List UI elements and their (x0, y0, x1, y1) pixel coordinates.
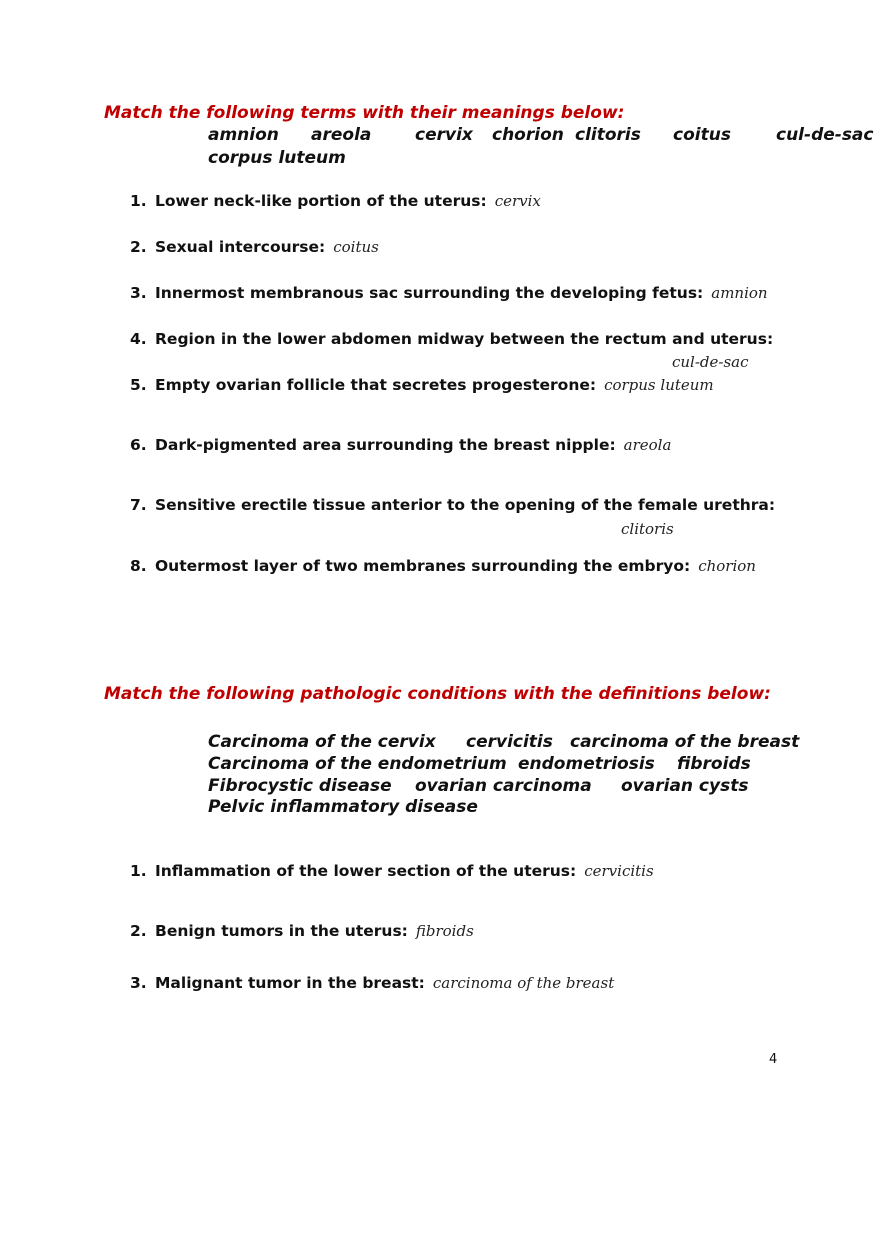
page-number: 4 (769, 1052, 778, 1067)
term-item: amnion (208, 125, 279, 145)
question-text: Dark-pigmented area surrounding the breast nipple: (155, 436, 616, 454)
answer-text: cervicitis (584, 862, 654, 880)
question-text: Empty ovarian follicle that secretes progesterone: (155, 376, 597, 394)
answer-text: areola (623, 436, 672, 454)
term-item: Fibrocystic disease (208, 776, 392, 796)
answer-text: clitoris (621, 520, 674, 538)
term-item: cul-de-sac (776, 125, 874, 145)
answer-text: corpus luteum (604, 376, 714, 394)
question-text: Benign tumors in the uterus: (155, 922, 408, 940)
question-item: 6. Dark-pigmented area surrounding the breast nipple: areola (130, 436, 672, 454)
answer-text: chorion (698, 557, 756, 575)
term-item: cervix (415, 125, 473, 145)
question-text: Outermost layer of two membranes surrounding the embryo: (155, 557, 691, 575)
term-item: coitus (673, 125, 731, 145)
term-item: endometriosis (518, 754, 655, 774)
question-item: 4. Region in the lower abdomen midway between the rectum and uterus: (130, 330, 774, 348)
answer-text: cervix (494, 192, 541, 210)
term-item: Pelvic inflammatory disease (208, 797, 478, 817)
question-text: Inflammation of the lower section of the uterus: (155, 862, 577, 880)
term-item: cervicitis (466, 732, 553, 752)
term-item: corpus luteum (208, 148, 346, 168)
question-item: 1. Lower neck-like portion of the uterus: cervix (130, 192, 541, 210)
term-item: Carcinoma of the endometrium (208, 754, 507, 774)
question-item: 2. Benign tumors in the uterus: fibroids (130, 922, 474, 940)
term-item: clitoris (575, 125, 641, 145)
section2-heading: Match the following pathologic conditions with the definitions below: (104, 684, 771, 704)
question-text: Region in the lower abdomen midway between the rectum and uterus: (155, 330, 774, 348)
term-item: areola (311, 125, 372, 145)
answer-text: coitus (333, 238, 379, 256)
question-text: Innermost membranous sac surrounding the developing fetus: (155, 284, 704, 302)
term-item: carcinoma of the breast (570, 732, 800, 752)
term-item: chorion (492, 125, 564, 145)
question-item: 8. Outermost layer of two membranes surrounding the embryo: chorion (130, 557, 756, 575)
question-text: Lower neck-like portion of the uterus: (155, 192, 487, 210)
question-text: Malignant tumor in the breast: (155, 974, 425, 992)
question-item: 1. Inflammation of the lower section of the uterus: cervicitis (130, 862, 654, 880)
question-text: Sensitive erectile tissue anterior to the opening of the female urethra: (155, 496, 776, 514)
section1-heading: Match the following terms with their meanings below: (104, 103, 625, 123)
term-item: ovarian carcinoma (415, 776, 592, 796)
question-item: 7. Sensitive erectile tissue anterior to the opening of the female urethra: (130, 496, 776, 514)
answer-text: carcinoma of the breast (432, 974, 615, 992)
question-item: 3. Innermost membranous sac surrounding the developing fetus: amnion (130, 284, 768, 302)
question-item: 5. Empty ovarian follicle that secretes progesterone: corpus luteum (130, 376, 714, 394)
question-text: Sexual intercourse: (155, 238, 326, 256)
question-item: 3. Malignant tumor in the breast: carcinoma of the breast (130, 974, 615, 992)
answer-text: fibroids (415, 922, 474, 940)
term-item: ovarian cysts (621, 776, 749, 796)
answer-text: amnion (711, 284, 768, 302)
term-item: fibroids (677, 754, 751, 774)
question-item: 2. Sexual intercourse: coitus (130, 238, 379, 256)
answer-text: cul-de-sac (672, 353, 749, 371)
term-item: Carcinoma of the cervix (208, 732, 436, 752)
